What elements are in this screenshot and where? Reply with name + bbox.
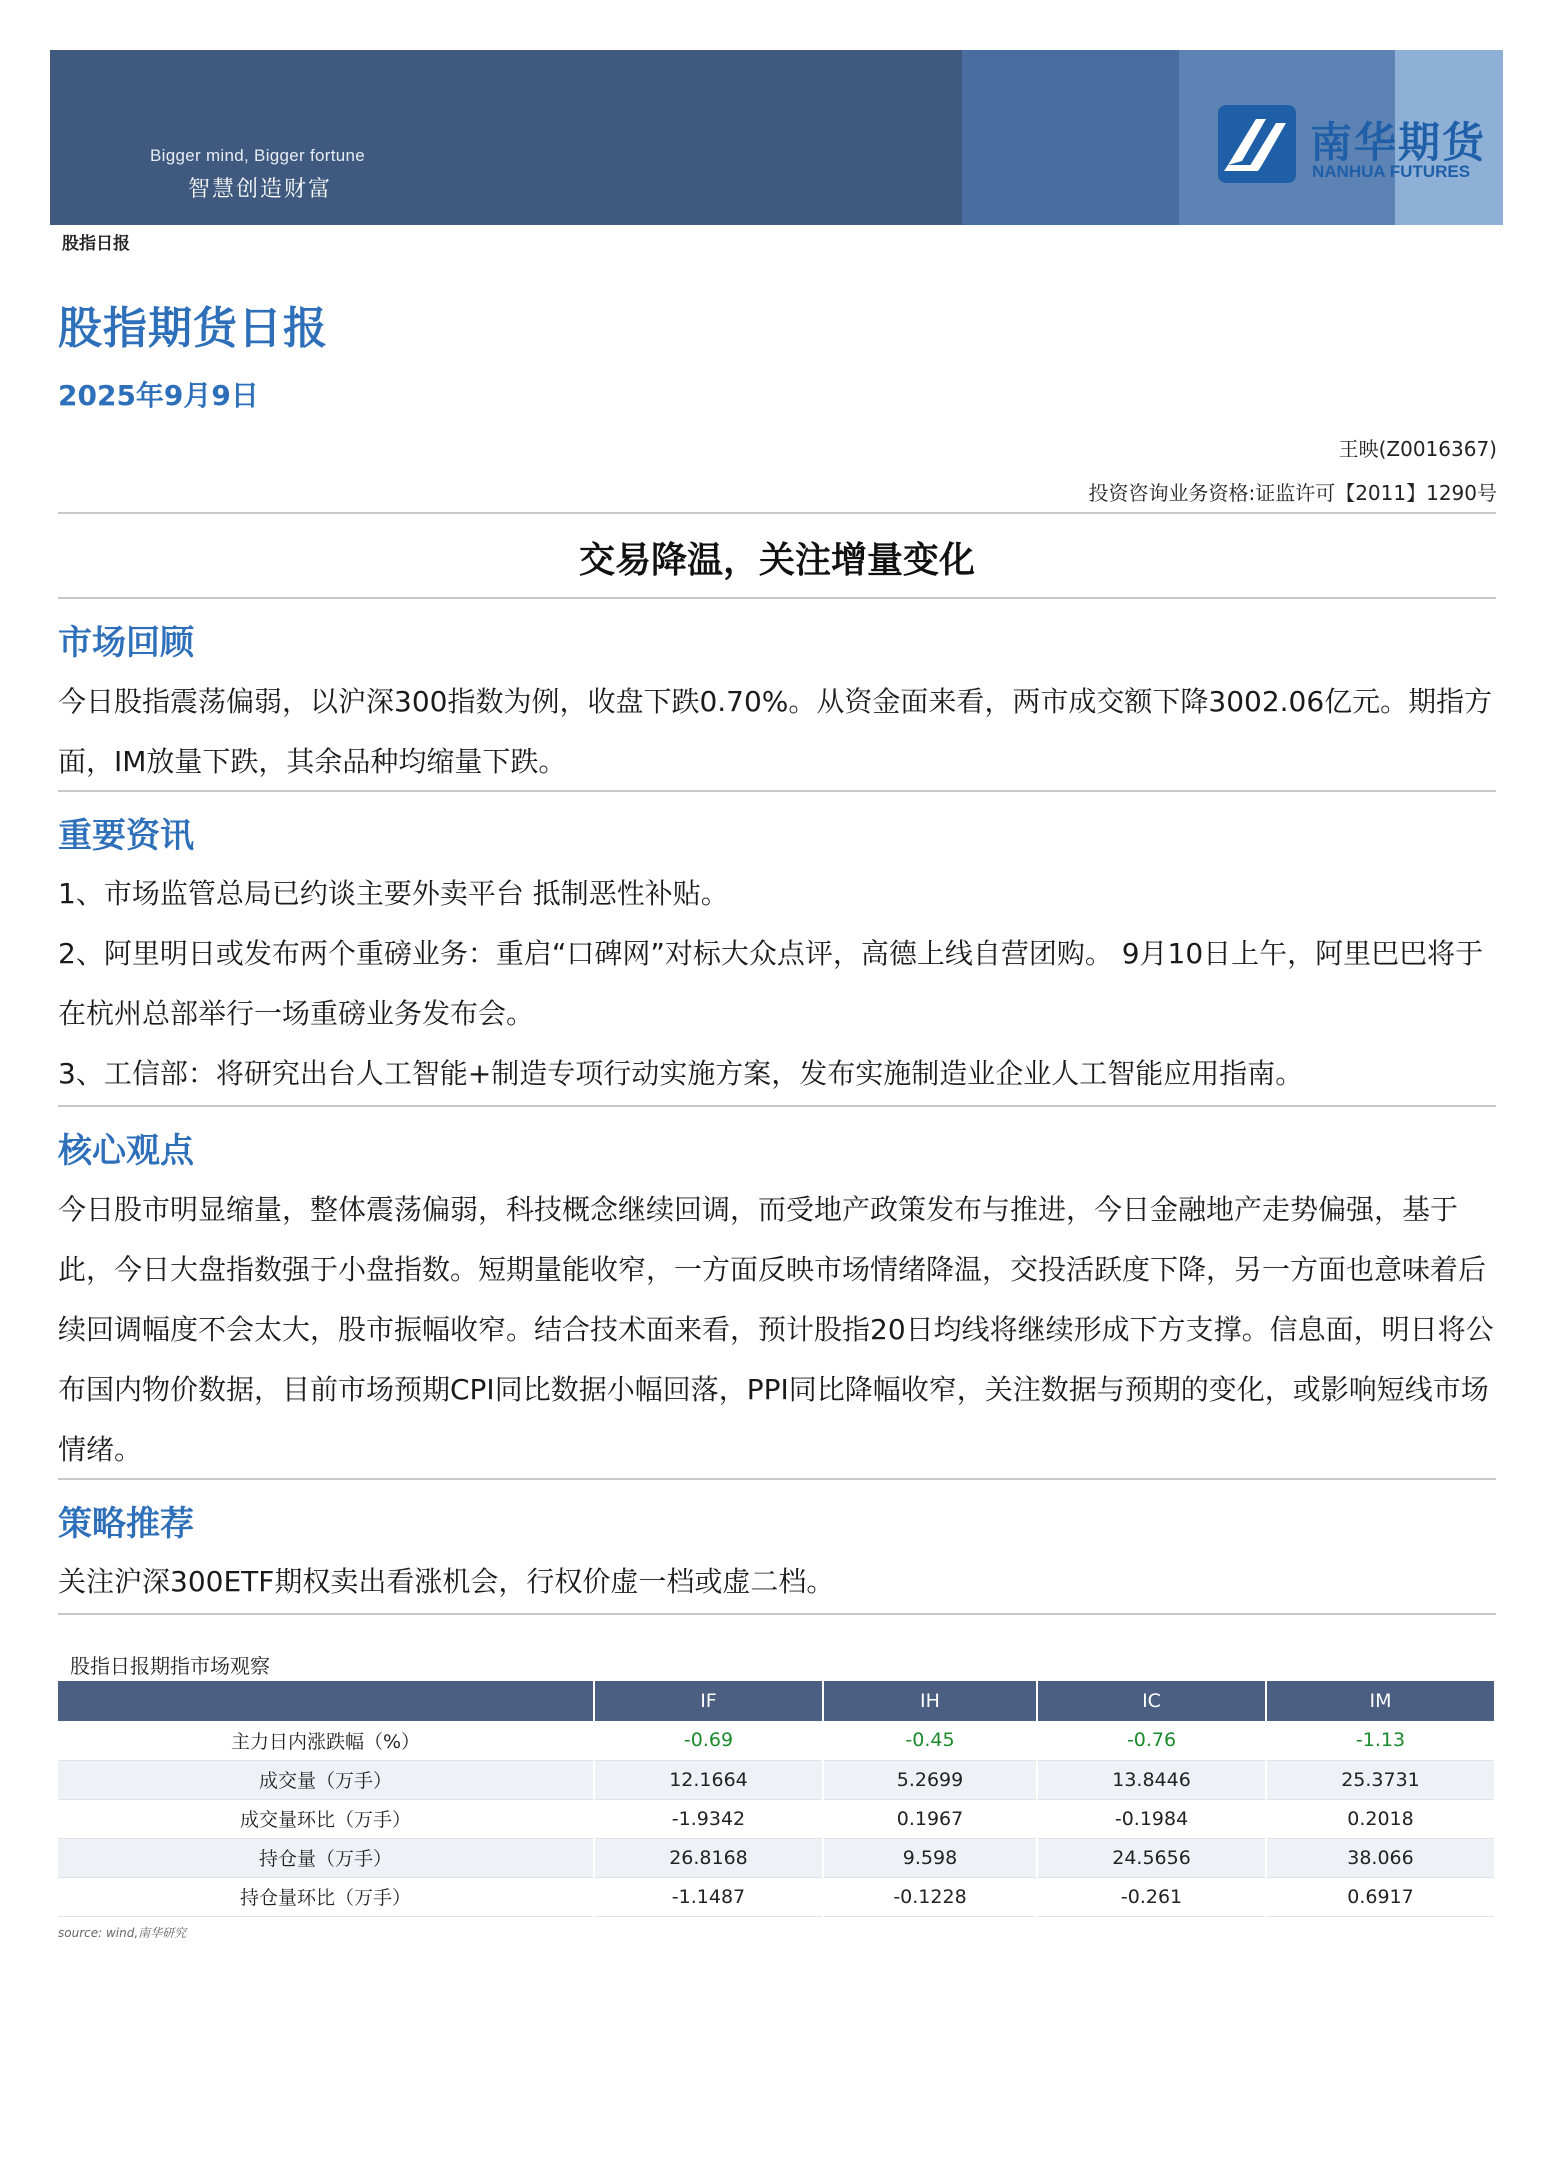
- row-label: 成交量（万手）: [58, 1760, 594, 1799]
- slogan-english: Bigger mind, Bigger fortune: [150, 146, 366, 165]
- license-info: 投资咨询业务资格:证监许可【2011】1290号: [1088, 481, 1497, 505]
- row-label: 持仓量（万手）: [58, 1838, 594, 1877]
- table-cell: -0.1228: [823, 1877, 1037, 1916]
- strategy-text: 关注沪深300ETF期权卖出看涨机会，行权价虚一档或虚二档。: [58, 1565, 835, 1598]
- section-title-view: 核心观点: [58, 1131, 194, 1171]
- news-item: 2、阿里明日或发布两个重磅业务：重启“口碑网”对标大众点评，高德上线自营团购。 9月10日上午，阿里巴巴将于在杭州总部举行一场重磅业务发布会。: [58, 937, 1484, 1030]
- market-table: [58, 1681, 1496, 1917]
- row-label: 持仓量环比（万手）: [58, 1877, 594, 1916]
- column-header: IC: [1037, 1681, 1266, 1721]
- divider: [58, 512, 1496, 514]
- nanhua-logo-icon: [1218, 105, 1296, 183]
- table-header-row: [58, 1681, 1495, 1721]
- table-cell: 0.2018: [1266, 1799, 1495, 1838]
- table-cell: -1.1487: [594, 1877, 823, 1916]
- news-item: 1、市场监管总局已约谈主要外卖平台 抵制恶性补贴。: [58, 877, 729, 910]
- table-cell: 5.2699: [823, 1760, 1037, 1799]
- table-cell: -0.261: [1037, 1877, 1266, 1916]
- table-cell: -1.13: [1266, 1721, 1495, 1760]
- row-label: 主力日内涨跌幅（%）: [58, 1721, 594, 1760]
- row-label: 成交量环比（万手）: [58, 1799, 594, 1838]
- table-cell: 24.5656: [1037, 1838, 1266, 1877]
- logo-text-chinese: 南华期货: [1310, 118, 1487, 167]
- table-row: [58, 1721, 1495, 1760]
- table-row: [58, 1838, 1495, 1877]
- page-title: 股指期货日报: [58, 303, 328, 354]
- table-cell: -0.76: [1037, 1721, 1266, 1760]
- column-header: IH: [823, 1681, 1037, 1721]
- table-caption: 股指日报期指市场观察: [70, 1654, 270, 1678]
- news-item: 3、工信部：将研究出台人工智能+制造专项行动实施方案，发布实施制造业企业人工智能应用指南。: [58, 1057, 1304, 1090]
- table-cell: -0.1984: [1037, 1799, 1266, 1838]
- divider: [58, 790, 1496, 792]
- table-row: [58, 1877, 1495, 1916]
- table-cell: 38.066: [1266, 1838, 1495, 1877]
- table-cell: -0.45: [823, 1721, 1037, 1760]
- table-cell: 12.1664: [594, 1760, 823, 1799]
- report-category: 股指日报: [62, 234, 130, 254]
- table-cell: 26.8168: [594, 1838, 823, 1877]
- table-cell: 0.6917: [1266, 1877, 1495, 1916]
- slogan-chinese: 智慧创造财富: [188, 177, 333, 202]
- section-title-strategy: 策略推荐: [58, 1504, 194, 1544]
- table-row: [58, 1760, 1495, 1799]
- divider: [58, 597, 1496, 599]
- header-banner: [50, 50, 1503, 225]
- table-cell: 25.3731: [1266, 1760, 1495, 1799]
- table-cell: 0.1967: [823, 1799, 1037, 1838]
- column-header: [58, 1681, 594, 1721]
- divider: [58, 1105, 1496, 1107]
- report-date: 2025年9月9日: [58, 379, 259, 412]
- divider: [58, 1613, 1496, 1615]
- table-cell: 13.8446: [1037, 1760, 1266, 1799]
- headline: 交易降温，关注增量变化: [578, 540, 975, 581]
- author-name: 王映(Z0016367): [1338, 437, 1497, 461]
- table-cell: 9.598: [823, 1838, 1037, 1877]
- source-note: source: wind,南华研究: [58, 1926, 187, 1940]
- logo-text-english: NANHUA FUTURES: [1312, 162, 1471, 181]
- table-cell: -1.9342: [594, 1799, 823, 1838]
- section-title-news: 重要资讯: [58, 816, 194, 856]
- table-cell: -0.69: [594, 1721, 823, 1760]
- table-row: [58, 1799, 1495, 1838]
- column-header: IM: [1266, 1681, 1495, 1721]
- section-title-review: 市场回顾: [58, 623, 194, 663]
- divider: [58, 1478, 1496, 1480]
- banner-segment: [962, 50, 1179, 225]
- review-text: 今日股指震荡偏弱，以沪深300指数为例，收盘下跌0.70%。从资金面来看，两市成交额下降3002.06亿元。期指方面，IM放量下跌，其余品种均缩量下跌。: [58, 685, 1493, 778]
- view-text: 今日股市明显缩量，整体震荡偏弱，科技概念继续回调，而受地产政策发布与推进，今日金融地产走势偏强，基于此，今日大盘指数强于小盘指数。短期量能收窄，一方面反映市场情绪降温，交投活跃度下降，另一方面也意味着后续回调幅度不会太大，股市振幅收窄。结合技术面来看，预计股指20日均线将继续形成下方支撑。信息面，明日将公布国内物价数据，目前市场预期CPI同比数据小幅回落，PPI同比降幅收窄，关注数据与预期的变化，或影响短线市场情绪。: [58, 1193, 1494, 1466]
- column-header: IF: [594, 1681, 823, 1721]
